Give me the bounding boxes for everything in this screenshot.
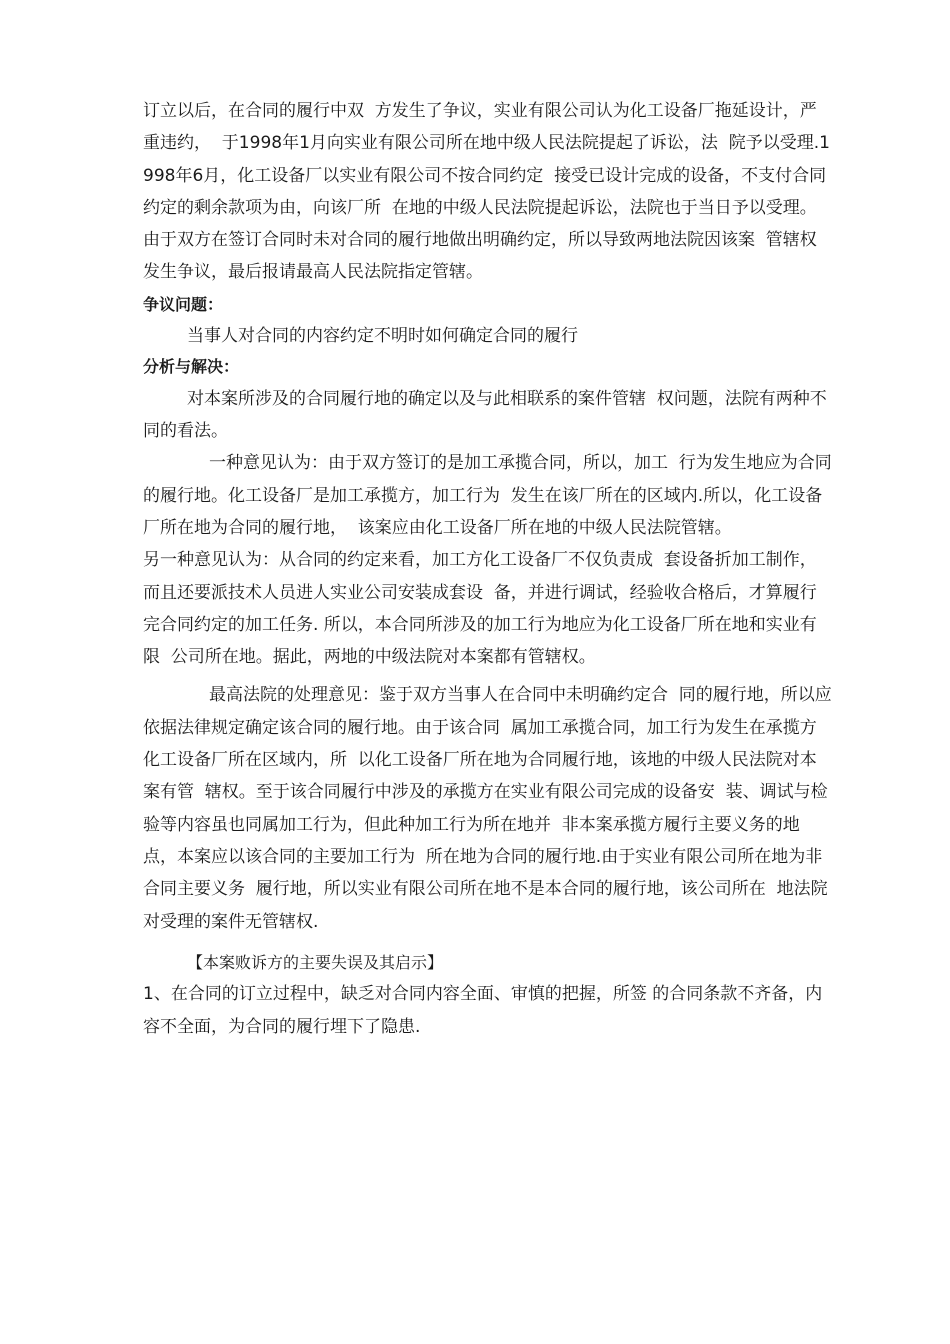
lessons-section-title: 【本案败诉方的主要失误及其启示】 bbox=[187, 952, 444, 972]
case-background-paragraph: 订立以后，在合同的履行中双 方发生了争议，实业有限公司认为化工设备厂拖延设计，严重违约， 于1998年1月向实业有限公司所在地中级人民法院提起了诉讼，法 院予以受理.1998年6月，化工设备厂以实业有限公司不按合同约定 接受已设计完成的设备，不支付合同约定的剩余款项为由，向该厂所 在地的中级人民法院提起诉讼，法院也于当日予以受理。由于双方在签订合同时未对合同的履行地做出明确约定，所以导致两地法院因该案 管辖权发生争议，最后报请最高人民法院指定管辖。 bbox=[143, 101, 830, 283]
analysis-heading: 分析与解决： bbox=[143, 356, 240, 376]
opinion-one-paragraph: 一种意见认为：由于双方签订的是加工承揽合同，所以，加工 行为发生地应为合同的履行地。化工设备厂是加工承揽方，加工行为 发生在该厂所在的区域内.所以，化工设备厂所在地为合同的履行地， 该案应由化工设备厂所在地的中级人民法院管辖。 bbox=[143, 453, 832, 538]
opinion-two-paragraph: 另一种意见认为：从合同的约定来看，加工方化工设备厂不仅负责成 套设备折加工制作，而且还要派技术人员进人实业公司安装成套设 备，并进行调试，经验收合格后，才算履行完合同约定的加工任务. 所以，本合同所涉及的加工行为地应为化工设备厂所在地和实业有限 公司所在地。据此，两地的中级法院对本案都有管辖权。 bbox=[143, 550, 817, 668]
document-body bbox=[143, 95, 833, 1044]
dispute-text: 当事人对合同的内容约定不明时如何确定合同的履行 bbox=[187, 325, 578, 346]
analysis-intro-paragraph: 对本案所涉及的合同履行地的确定以及与此相联系的案件管辖 权问题，法院有两种不同的看法。 bbox=[143, 388, 827, 442]
supreme-court-opinion-paragraph: 最高法院的处理意见：鉴于双方当事人在合同中未明确约定合 同的履行地，所以应依据法律规定确定该合同的履行地。由于该合同 属加工承揽合同，加工行为发生在承揽方化工设备厂所在区域内，所 以化工设备厂所在地为合同履行地，该地的中级人民法院对本案有管 辖权。至于该合同履行中涉及的承揽方在实业有限公司完成的设备安 装、调试与检验等内容虽也同属加工行为，但此种加工行为所在地并 非本案承揽方履行主要义务的地点，本案应以该合同的主要加工行为 所在地为合同的履行地.由于实业有限公司所在地为非合同主要义务 履行地，所以实业有限公司所在地不是本合同的履行地，该公司所在 地法院对受理的案件无管辖权. bbox=[143, 685, 832, 932]
dispute-heading: 争议问题： bbox=[143, 294, 224, 314]
lesson-item-1: 1、在合同的订立过程中，缺乏对合同内容全面、审慎的把握，所签 的合同条款不齐备，内容不全面，为合同的履行埋下了隐患. bbox=[143, 983, 823, 1037]
